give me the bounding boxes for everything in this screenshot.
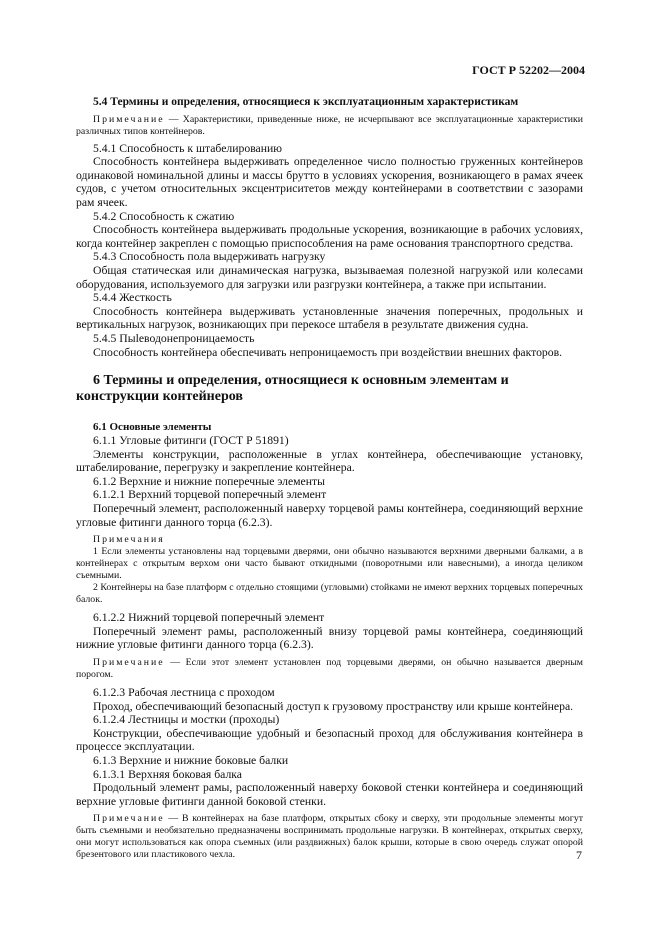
note-label: Примечание — [93, 657, 165, 669]
note-6-1-2-2 — [76, 657, 583, 681]
section-5-4-note — [76, 114, 583, 138]
note-label: Примечание — [93, 113, 165, 125]
section-6-heading: 6 Термины и определения, относящиеся к основным элементам и конструкции контейнеров — [76, 373, 509, 405]
document-id-header: ГОСТ Р 52202—2004 — [472, 63, 585, 77]
note-text: — Характеристики, приведенные ниже, не исчерпывают все эксплуатационные характеристики различных типов контейнеров. — [76, 113, 583, 137]
term-6-1-3-1: 6.1.3.1 Верхняя боковая балка — [93, 767, 242, 781]
note-6-1-3-1 — [76, 813, 583, 861]
note-1: 1 Если элементы установлены над торцевыми дверями, они обычно называются верхними дверными балками, а в контейнерах с открытым верхом они часто бывают откидными (поворотными или навесными), а иногда целиком съемными. — [76, 546, 583, 582]
definition-5-4-1: Способность контейнера выдерживать определенное число полностью груженных контейнеров одинаковой номинальной длины и массы брутто в условиях ускорения, возникающего в рамах ячеек судов, с учетом относительных эксцентриситетов между контейнерами в соответствии с зазорами рам ячеек. — [76, 155, 583, 209]
term-6-1-2-1: 6.1.2.1 Верхний торцевой поперечный элемент — [93, 488, 327, 502]
note-text: — В контейнерах на базе платформ, открытых сбоку и сверху, эти продольные элементы могут быть съемными и необязательно предназначены воспринимать продольные нагрузки. В контейнерах, открытых сверху, они могут использоваться как опора съемных (или раздвижных) балок крыши, которые в свою очередь служат опорой брезентового или пластикового чехла. — [76, 813, 583, 861]
page-content — [76, 96, 583, 861]
definition-5-4-4: Способность контейнера выдерживать установленные значения поперечных, продольных и вертикальных нагрузок, возникающих при перекосе штабеля в результате движения судна. — [76, 304, 583, 332]
section-5-4-heading: 5.4 Термины и определения, относящиеся к эксплуатационным характеристикам — [93, 96, 519, 108]
definition-6-1-2-1: Поперечный элемент, расположенный наверху торцевой рамы контейнера, соединяющий верхние угловые фитинги данного торца (6.2.3). — [76, 502, 583, 529]
notes-label-text: Примечания — [93, 534, 165, 546]
term-6-1-3: 6.1.3 Верхние и нижние боковые балки — [93, 754, 289, 767]
term-5-4-3: 5.4.3 Способность пола выдерживать нагрузку — [93, 250, 326, 264]
note-text: — Если этот элемент установлен под торцевыми дверями, он обычно называется дверным порогом. — [76, 657, 583, 681]
term-5-4-4: 5.4.4 Жесткость — [93, 291, 172, 305]
term-5-4-2: 5.4.2 Способность к сжатию — [93, 209, 235, 223]
term-6-1-2-3: 6.1.2.3 Рабочая лестница с проходом — [93, 686, 275, 700]
term-5-4-1: 5.4.1 Способность к штабелированию — [93, 141, 282, 155]
definition-6-1-2-2: Поперечный элемент рамы, расположенный внизу торцевой рамы контейнера, соединяющий нижние угловые фитинги данного торца (6.2.3). — [76, 624, 583, 652]
term-5-4-5: 5.4.5 Пыleводонепроницаемость — [93, 331, 255, 345]
definition-6-1-2-4: Конструкции, обеспечивающие удобный и безопасный проход для обслуживания контейнера в процессе эксплуатации. — [76, 726, 583, 754]
definition-5-4-2: Способность контейнера выдерживать продольные ускорения, возникающие в рабочих условиях, когда контейнер закреплен с помощью приспособления на раме основания транспортного средства. — [76, 223, 583, 250]
term-6-1-1: 6.1.1 Угловые фитинги (ГОСТ Р 51891) — [93, 434, 289, 448]
term-6-1-2-2: 6.1.2.2 Нижний торцевой поперечный элемент — [93, 611, 325, 625]
definition-6-1-3-1: Продольный элемент рамы, расположенный наверху боковой стенки контейнера и соединяющий верхние угловые фитинги данной боковой стенки. — [76, 781, 583, 808]
notes-label — [76, 534, 583, 546]
definition-6-1-1: Элементы конструкции, расположенные в углах контейнера, обеспечивающие установку, штабелирование, перегрузку и закрепление контейнера. — [76, 447, 583, 475]
definition-6-1-2-3: Проход, обеспечивающий безопасный доступ к грузовому пространству или крыше контейнера. — [93, 699, 574, 713]
note-2: 2 Контейнеры на базе платформ с отдельно стоящими (угловыми) стойками не имеют верхних торцевых поперечных балок. — [76, 582, 583, 606]
definition-5-4-3: Общая статическая или динамическая нагрузка, вызываемая полезной нагрузкой или колесами оборудования, используемого для загрузки или разгрузки контейнера, а также при испытании. — [76, 263, 583, 291]
page-number: 7 — [576, 848, 582, 862]
term-6-1-2: 6.1.2 Верхние и нижние поперечные элементы — [93, 474, 325, 488]
term-6-1-2-4: 6.1.2.4 Лестницы и мостки (проходы) — [93, 713, 280, 727]
section-6-1-heading: 6.1 Основные элементы — [93, 421, 212, 434]
note-label: Примечание — [93, 813, 165, 825]
definition-5-4-5: Способность контейнера обеспечивать непроницаемость при воздействии внешних факторов. — [93, 345, 563, 359]
